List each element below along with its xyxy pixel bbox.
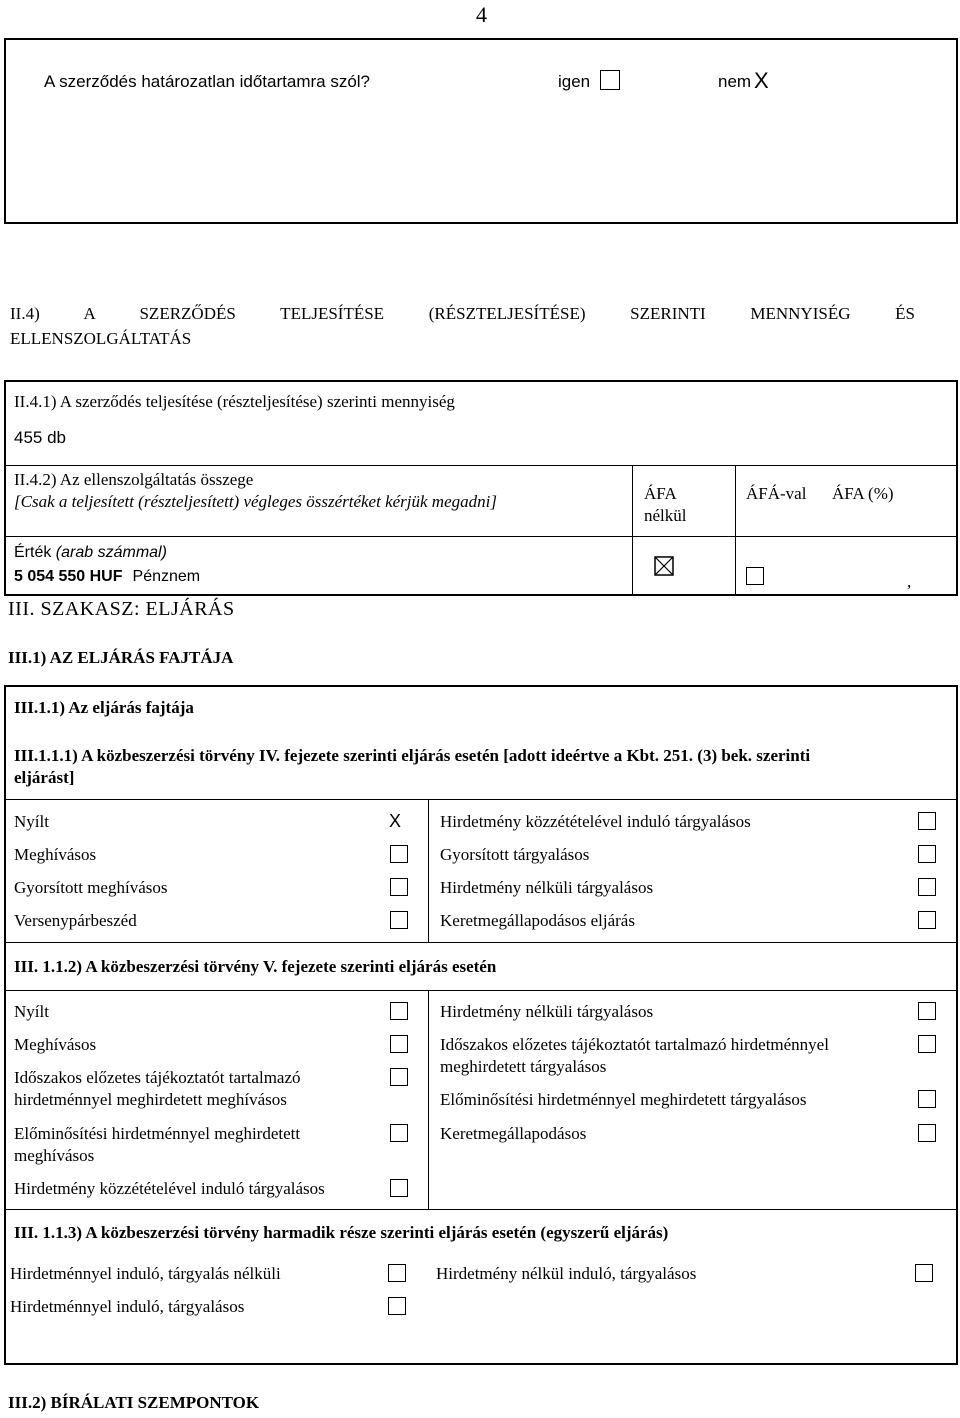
block3-left-checkbox-1[interactable]: [388, 1264, 406, 1282]
section-iii11-title: III.1.1) Az eljárás fajtája: [14, 698, 194, 717]
comma: ,: [907, 572, 912, 591]
afa-val-checkbox[interactable]: [746, 567, 764, 585]
block1-right-item-4: Keretmegállapodásos eljárás: [440, 911, 635, 930]
block3-right-item-1: Hirdetmény nélkül induló, tárgyalásos: [436, 1264, 697, 1283]
block2-item-idoszakos-line1: Időszakos előzetes tájékoztatót tartalmazó: [14, 1068, 301, 1087]
block2-item-elominositesi-line1: Előminősítési hirdetménnyel meghirdetett: [14, 1124, 301, 1143]
block1-right-checkbox-3[interactable]: [918, 878, 936, 896]
section-ii4-heading-line2: ELLENSZOLGÁLTATÁS: [10, 329, 192, 348]
quantity-value: 455 db: [14, 428, 66, 447]
block1-right-checkbox-1[interactable]: [918, 812, 936, 830]
ertek-label: Érték: [14, 544, 52, 561]
block2-right-item-4: Keretmegállapodásos: [440, 1124, 587, 1143]
section-iii1-heading: III.1) AZ ELJÁRÁS FAJTÁJA: [8, 648, 234, 667]
block1-item-gyorsitott-meghivasos: Gyorsított meghívásos: [14, 878, 168, 897]
block1-gyorsitott-meghivasos-checkbox[interactable]: [390, 878, 408, 896]
block2-item-nyilt: Nyílt: [14, 1002, 49, 1021]
block1-right-item-3: Hirdetmény nélküli tárgyalásos: [440, 878, 654, 897]
ertek-value: 5 054 550 HUF: [14, 568, 123, 585]
section-iii111-title-line2: eljárást]: [14, 768, 75, 787]
afa-nelkul-checked-checkbox[interactable]: [654, 556, 674, 576]
block1-item-versenyparbeszed: Versenypárbeszéd: [14, 911, 137, 930]
block2-right-item-2-line1: Időszakos előzetes tájékoztatót tartalmazó hirdetménnyel: [440, 1035, 829, 1054]
section-iii111-title-line1: III.1.1.1) A közbeszerzési törvény IV. fejezete szerinti eljárás esetén [adott ideértve a Kbt. 251. (3) bek. szerinti: [14, 746, 811, 765]
block1-nyilt-mark[interactable]: X: [389, 811, 402, 831]
block1-item-meghivasos: Meghívásos: [14, 845, 97, 864]
block1-right-item-1: Hirdetmény közzétételével induló tárgyalásos: [440, 812, 751, 831]
penznem-label: Pénznem: [132, 568, 201, 585]
no-checkbox-mark[interactable]: X: [754, 68, 769, 93]
block2-right-item-1: Hirdetmény nélküli tárgyalásos: [440, 1002, 654, 1021]
block2-item-elominositesi-line2: meghívásos: [14, 1146, 95, 1165]
block3-left-checkbox-2[interactable]: [388, 1297, 406, 1315]
block2-right-checkbox-1[interactable]: [918, 1002, 936, 1020]
col-afa-nelkul-2: nélkül: [644, 506, 687, 525]
block1-meghivasos-checkbox[interactable]: [390, 845, 408, 863]
block2-right-checkbox-2[interactable]: [918, 1035, 936, 1053]
section-iii113-title: III. 1.1.3) A közbeszerzési törvény harmadik része szerinti eljárás esetén (egyszerű eljárás): [14, 1223, 669, 1242]
section-iii112-title: III. 1.1.2) A közbeszerzési törvény V. fejezete szerinti eljárás esetén: [14, 957, 497, 976]
col-afa-nelkul-1: ÁFA: [644, 484, 677, 503]
block1-versenyparbeszed-checkbox[interactable]: [390, 911, 408, 929]
section-ii41-title: II.4.1) A szerződés teljesítése (részteljesítése) szerinti mennyiség: [14, 392, 455, 411]
block2-right-item-2-line2: meghirdetett tárgyalásos: [440, 1057, 607, 1076]
block2-hirdetmeny-kozzetetelevel-checkbox[interactable]: [390, 1179, 408, 1197]
block2-item-idoszakos-line2: hirdetménnyel meghirdetett meghívásos: [14, 1090, 287, 1109]
block3-left-item-2: Hirdetménnyel induló, tárgyalásos: [10, 1297, 245, 1316]
section-ii4-heading-line1: II.4) A SZERZŐDÉS TELJESÍTÉSE (RÉSZTELJESÍTÉSE) SZERINTI MENNYISÉG ÉS: [10, 304, 915, 323]
block2-item-meghivasos: Meghívásos: [14, 1035, 97, 1054]
block1-right-checkbox-2[interactable]: [918, 845, 936, 863]
block3-right-checkbox-1[interactable]: [915, 1264, 933, 1282]
block1-right-item-2: Gyorsított tárgyalásos: [440, 845, 590, 864]
block2-elominositesi-checkbox[interactable]: [390, 1124, 408, 1142]
block3-left-item-1: Hirdetménnyel induló, tárgyalás nélküli: [10, 1264, 281, 1283]
contract-question-label: A szerződés határozatlan időtartamra szól?: [44, 72, 371, 91]
no-label: nem: [718, 72, 752, 91]
col-afa-pct: ÁFA (%): [832, 484, 894, 503]
block1-right-checkbox-4[interactable]: [918, 911, 936, 929]
section-ii42-note: [Csak a teljesített (részteljesített) végleges összértéket kérjük megadni]: [14, 492, 497, 511]
contract-question-frame: [4, 38, 958, 224]
block2-meghivasos-checkbox[interactable]: [390, 1035, 408, 1053]
block2-right-item-3: Előminősítési hirdetménnyel meghirdetett tárgyalásos: [440, 1090, 807, 1109]
block1-item-nyilt: Nyílt: [14, 812, 49, 831]
block2-idoszakos-checkbox[interactable]: [390, 1068, 408, 1086]
block2-nyilt-checkbox[interactable]: [390, 1002, 408, 1020]
section-iii-title: III. SZAKASZ: ELJÁRÁS: [8, 598, 235, 620]
section-iii2-heading: III.2) BÍRÁLATI SZEMPONTOK: [8, 1393, 260, 1412]
block2-right-checkbox-4[interactable]: [918, 1124, 936, 1142]
col-afa-val: ÁFÁ-val: [746, 484, 807, 503]
section-ii42-title: II.4.2) Az ellenszolgáltatás összege: [14, 470, 254, 489]
yes-checkbox[interactable]: [600, 70, 620, 90]
page-number: 4: [476, 2, 487, 27]
ertek-note: (arab számmal): [55, 544, 167, 561]
yes-label: igen: [558, 72, 591, 91]
block2-right-checkbox-3[interactable]: [918, 1090, 936, 1108]
block2-item-hirdetmeny-kozzetetelevel: Hirdetmény közzétételével induló tárgyalásos: [14, 1179, 325, 1198]
